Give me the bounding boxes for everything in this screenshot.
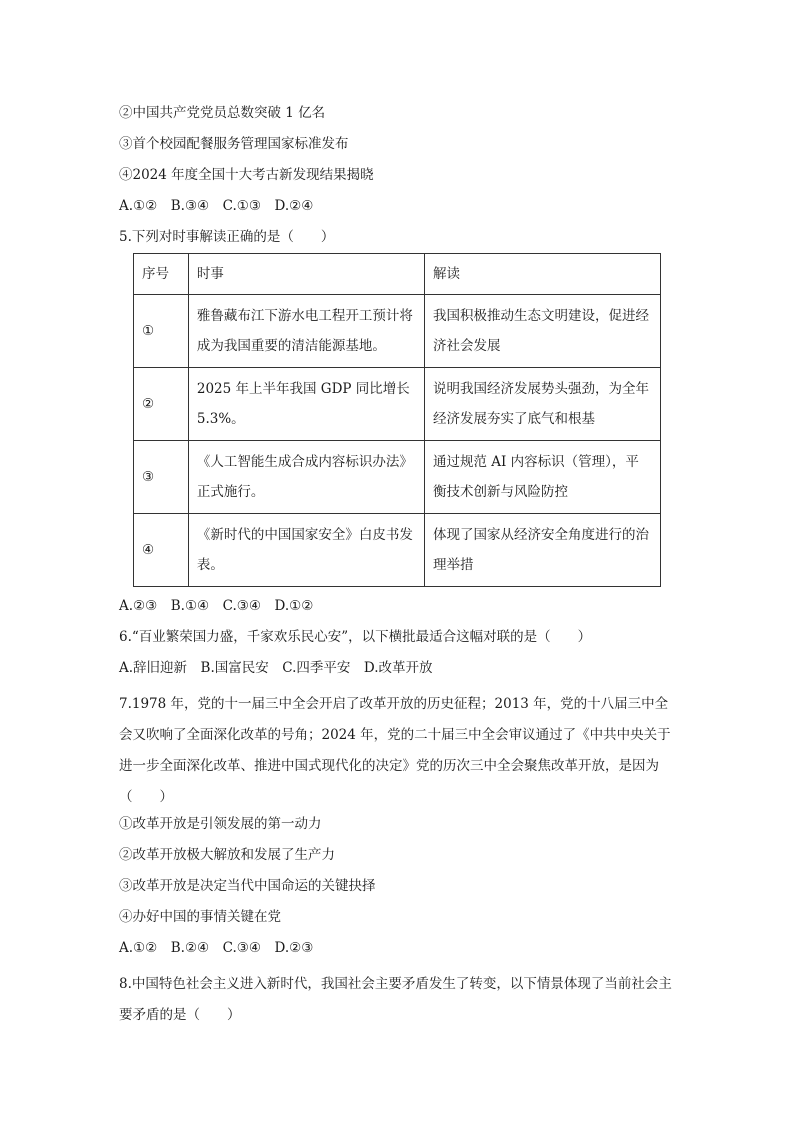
answer-choices-q7: A.①② B.②④ C.③④ D.②③ xyxy=(119,940,314,956)
header-event: 时事 xyxy=(188,254,424,295)
row-event: 2025 年上半年我国 GDP 同比增长 5.3%。 xyxy=(188,368,424,441)
table-row xyxy=(134,368,661,441)
option-line-2: ②中国共产党党员总数突破 1 亿名 xyxy=(119,105,326,121)
answer-choices-q4: A.①② B.③④ C.①③ D.②④ xyxy=(119,198,314,214)
row-no: ② xyxy=(134,368,189,441)
q7-item-1: ①改革开放是引领发展的第一动力 xyxy=(119,816,322,832)
row-interp: 我国积极推动生态文明建设，促进经济社会发展 xyxy=(424,295,660,368)
q7-item-3: ③改革开放是决定当代中国命运的关键抉择 xyxy=(119,878,376,894)
table-row xyxy=(134,441,661,514)
table-row xyxy=(134,514,661,587)
question-8: 8.中国特色社会主义进入新时代，我国社会主要矛盾发生了转变，以下情景体现了当前社会主要矛盾的是（ ） xyxy=(119,976,672,1023)
row-interp: 体现了国家从经济安全角度进行的治理举措 xyxy=(424,514,660,587)
q7-item-4: ④办好中国的事情关键在党 xyxy=(119,909,281,925)
row-event: 《新时代的中国国家安全》白皮书发表。 xyxy=(188,514,424,587)
table-header-row xyxy=(134,254,661,295)
question-6: 6.“百业繁荣国力盛，千家欢乐民心安”，以下横批最适合这幅对联的是（ ） xyxy=(119,629,592,645)
answer-choices-q5: A.②③ B.①④ C.③④ D.①② xyxy=(119,598,314,614)
q7-item-2: ②改革开放极大解放和发展了生产力 xyxy=(119,847,335,863)
row-interp: 说明我国经济发展势头强劲，为全年经济发展夯实了底气和根基 xyxy=(424,368,660,441)
row-interp: 通过规范 AI 内容标识（管理），平衡技术创新与风险防控 xyxy=(424,441,660,514)
answer-choices-q6: A.辞旧迎新 B.国富民安 C.四季平安 D.改革开放 xyxy=(119,660,433,676)
option-line-4: ④2024 年度全国十大考古新发现结果揭晓 xyxy=(119,167,374,183)
question-5: 5.下列对时事解读正确的是（ ） xyxy=(119,229,335,245)
row-event: 《人工智能生成合成内容标识办法》正式施行。 xyxy=(188,441,424,514)
row-no: ① xyxy=(134,295,189,368)
row-event: 雅鲁藏布江下游水电工程开工预计将成为我国重要的清洁能源基地。 xyxy=(188,295,424,368)
row-no: ③ xyxy=(134,441,189,514)
header-interp: 解读 xyxy=(424,254,660,295)
question-7: 7.1978 年，党的十一届三中全会开启了改革开放的历史征程；2013 年，党的十八届三中全会又吹响了全面深化改革的号角；2024 年，党的二十届三中全会审议通过了《中共中央关于进一步全面深化改革、推进中国式现代化的决定》党的历次三中全会聚焦改革开放，是因为（ ） xyxy=(119,696,671,805)
option-line-3: ③首个校园配餐服务管理国家标准发布 xyxy=(119,136,349,152)
header-no: 序号 xyxy=(134,254,189,295)
table-row xyxy=(134,295,661,368)
q5-table xyxy=(133,253,661,587)
row-no: ④ xyxy=(134,514,189,587)
